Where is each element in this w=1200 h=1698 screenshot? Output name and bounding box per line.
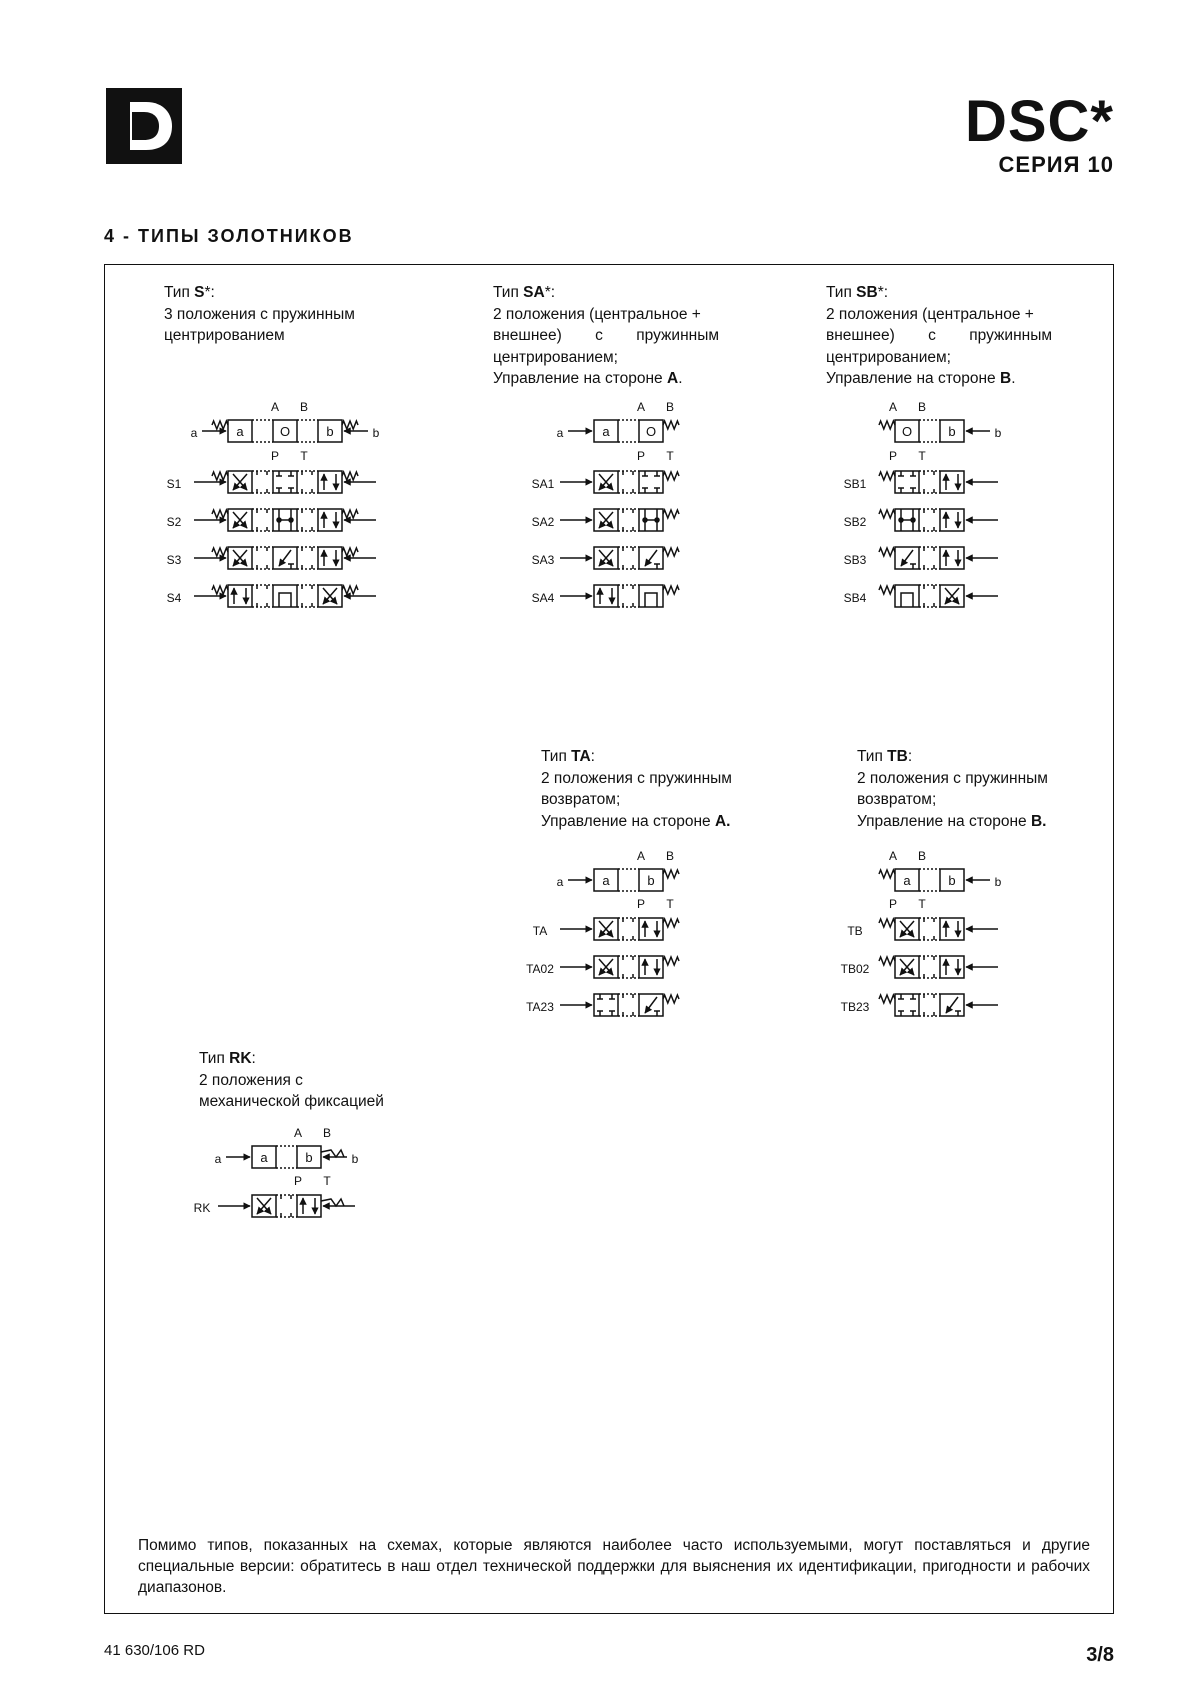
port-label: B — [322, 1126, 332, 1140]
type-code: S — [194, 284, 205, 301]
port-label: B — [917, 849, 927, 863]
variant-label: SA2 — [531, 515, 555, 529]
port-label: A — [888, 849, 898, 863]
variant-label: TA02 — [526, 962, 554, 976]
type-sb-description: Тип SB*: 2 положения (центральное + внешнее) с пружинным центрированием; Управление на стороне B. — [826, 284, 1052, 387]
port-label: A — [293, 1126, 303, 1140]
model-name: DSC* — [964, 89, 1114, 154]
port-label: P — [270, 449, 280, 463]
type-code: TB — [887, 748, 908, 765]
port-label: T — [918, 449, 926, 463]
variant-label: SA1 — [531, 477, 555, 491]
spool-types-frame — [104, 264, 1114, 1614]
variant-label: SA3 — [531, 553, 555, 567]
pilot-label: b — [994, 875, 1002, 889]
position-label: O — [645, 424, 657, 439]
variant-label: RK — [193, 1201, 211, 1215]
type-code: SB — [856, 284, 878, 301]
variant-label: SB2 — [843, 515, 867, 529]
variant-label: SB1 — [843, 477, 867, 491]
variant-label: S3 — [166, 553, 182, 567]
brand-logo — [106, 88, 182, 164]
pilot-label: b — [372, 426, 380, 440]
port-label: P — [888, 449, 898, 463]
position-label: b — [305, 1150, 313, 1165]
pilot-label: a — [556, 426, 564, 440]
type-code: RK — [229, 1050, 252, 1067]
port-label: P — [888, 897, 898, 911]
type-s-description: Тип S*: 3 положения с пружинным центрированием — [164, 284, 355, 344]
position-label: a — [602, 873, 610, 888]
position-label: O — [279, 424, 291, 439]
port-label: T — [323, 1174, 331, 1188]
position-label: b — [948, 424, 956, 439]
variant-label: TA — [532, 924, 548, 938]
type-sa-description: Тип SA*: 2 положения (центральное + внешнее) с пружинным центрированием; Управление на стороне A. — [493, 284, 719, 387]
port-label: T — [666, 897, 674, 911]
position-label: a — [903, 873, 911, 888]
variant-label: SB3 — [843, 553, 867, 567]
series-label: СЕРИЯ 10 — [998, 152, 1114, 177]
variant-label: TB02 — [840, 962, 870, 976]
type-code: TA — [571, 748, 591, 765]
variant-label: TB — [847, 924, 863, 938]
variant-label: S1 — [166, 477, 182, 491]
port-label: A — [270, 400, 280, 414]
port-label: P — [636, 449, 646, 463]
variant-label: TB23 — [840, 1000, 870, 1014]
pilot-label: b — [994, 426, 1002, 440]
type-code: SA — [523, 284, 545, 301]
port-label: B — [665, 400, 675, 414]
variant-label: S2 — [166, 515, 182, 529]
port-label: T — [300, 449, 308, 463]
port-label: B — [299, 400, 309, 414]
position-label: a — [602, 424, 610, 439]
port-label: B — [665, 849, 675, 863]
pilot-label: a — [556, 875, 564, 889]
position-label: O — [901, 424, 913, 439]
port-label: A — [636, 400, 646, 414]
port-label: B — [917, 400, 927, 414]
pilot-label: a — [190, 426, 198, 440]
variant-label: SA4 — [531, 591, 555, 605]
document-code: 41 630/106 RD — [104, 1642, 205, 1659]
port-label: A — [888, 400, 898, 414]
position-label: b — [647, 873, 655, 888]
variant-label: SB4 — [843, 591, 867, 605]
position-label: b — [948, 873, 956, 888]
port-label: T — [666, 449, 674, 463]
type-rk-description: Тип RK: 2 положения с механической фиксацией — [199, 1050, 384, 1110]
pilot-label: a — [214, 1152, 222, 1166]
port-label: T — [918, 897, 926, 911]
position-label: b — [326, 424, 334, 439]
type-ta-description: Тип TA: 2 положения с пружинным возвратом; Управление на стороне A. — [541, 748, 732, 830]
pilot-label: b — [351, 1152, 359, 1166]
document-title — [964, 89, 1114, 178]
section-heading: 4 - ТИПЫ ЗОЛОТНИКОВ — [104, 226, 354, 246]
variant-label: TA23 — [526, 1000, 554, 1014]
position-label: a — [260, 1150, 268, 1165]
port-label: P — [293, 1174, 303, 1188]
port-label: P — [636, 897, 646, 911]
position-label: a — [236, 424, 244, 439]
variant-label: S4 — [166, 591, 182, 605]
page-number: 3/8 — [1086, 1644, 1114, 1666]
footnote: Помимо типов, показанных на схемах, которые являются наиболее часто используемыми, могут поставляться и другие специальные версии: обратитесь в наш отдел технической поддержки для выяснения их идентификации, пригодности и рабочих диапазонов. — [138, 1537, 1090, 1596]
type-tb-description: Тип TB: 2 положения с пружинным возвратом; Управление на стороне B. — [857, 748, 1048, 830]
port-label: A — [636, 849, 646, 863]
